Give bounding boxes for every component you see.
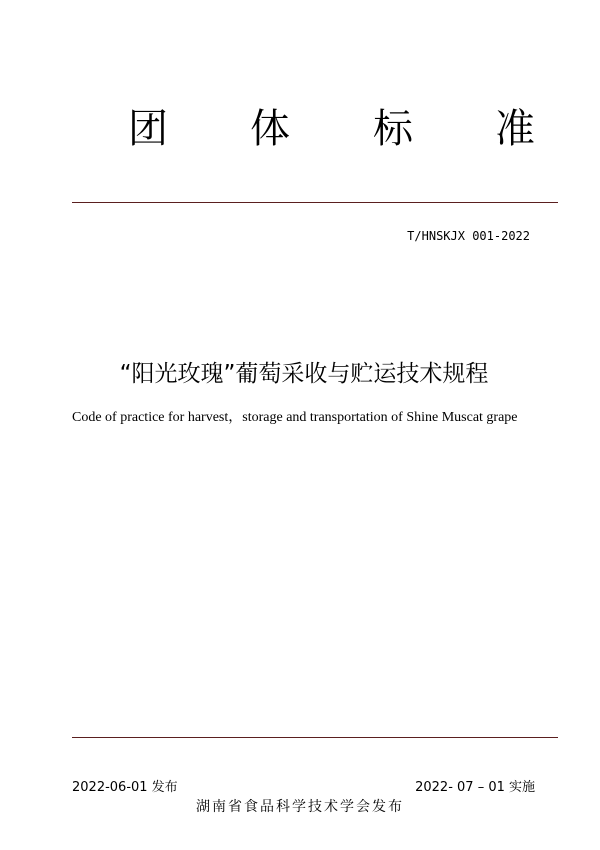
top-divider [72,202,558,203]
issuer: 湖南省食品科学技术学会发布 [196,799,404,815]
publish-date: 2022-06-01 发布 [72,780,178,795]
header-char-2: 体 [250,106,290,152]
implement-date: 2022- 07 – 01 实施 [415,780,535,795]
bottom-divider [72,737,558,738]
header-char-3: 标 [373,106,413,152]
standard-code: T/HNSKJX 001-2022 [407,229,530,243]
header-char-4: 准 [495,106,535,152]
title-english: Code of practice for harvest，storage and transportation of Shine Muscat grape [72,410,518,425]
header-char-1: 团 [128,106,168,152]
title-chinese: “阳光玫瑰”葡萄采收与贮运技术规程 [119,361,489,387]
